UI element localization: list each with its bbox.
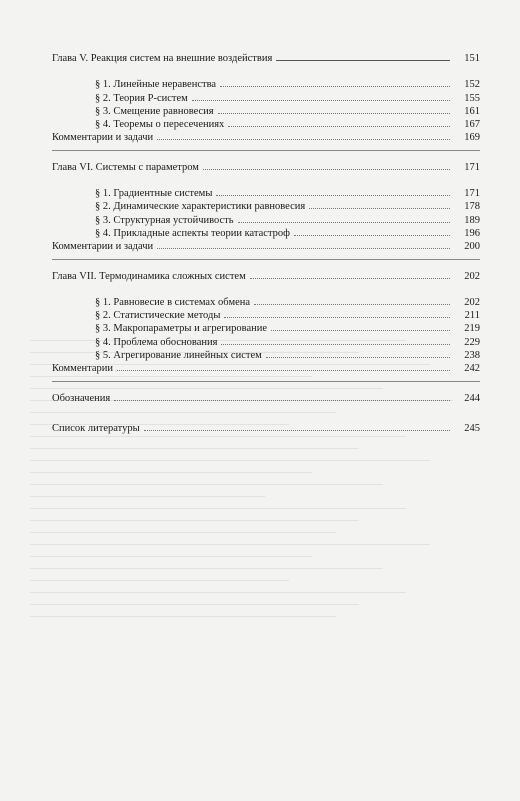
- section-title: § 4. Проблема обоснования: [95, 336, 218, 348]
- references-title: Список литературы: [52, 422, 140, 434]
- notation-entry: [52, 392, 480, 405]
- leader-dots: [157, 248, 450, 249]
- leader-dots: [271, 330, 450, 331]
- section-entry: [52, 227, 480, 240]
- section-title: § 2. Статистические методы: [95, 310, 221, 322]
- page-number: 242: [464, 363, 480, 375]
- leader-dots: [309, 208, 450, 209]
- leader-dots: [224, 317, 450, 318]
- leader-dots: [266, 357, 450, 358]
- page-number: 219: [464, 323, 480, 335]
- section-entry: [52, 118, 480, 131]
- page-number: 245: [464, 422, 480, 434]
- comments-entry: [52, 362, 480, 375]
- section-entry: [52, 349, 480, 362]
- divider: [52, 259, 480, 260]
- leader-dots: [228, 126, 450, 127]
- page-number: 169: [464, 132, 480, 144]
- page-number: 161: [464, 105, 480, 117]
- section-title: § 3. Макропараметры и агрегирование: [95, 323, 268, 335]
- divider: [52, 381, 480, 382]
- section-title: § 1. Градиентные системы: [95, 188, 213, 200]
- section-title: § 4. Прикладные аспекты теории катастроф: [95, 227, 290, 239]
- page-number: 171: [464, 161, 480, 173]
- section-title: § 1. Линейные неравенства: [95, 79, 217, 91]
- section-title: § 4. Теоремы о пересечениях: [95, 119, 225, 131]
- page-number: 238: [464, 350, 480, 362]
- leader-dots: [238, 222, 450, 223]
- leader-dots: [294, 235, 450, 236]
- page-number: 152: [464, 79, 480, 91]
- section-entry: [52, 336, 480, 349]
- comments-title: Комментарии и задачи: [52, 241, 154, 253]
- leader-dots: [220, 86, 450, 87]
- section-title: § 1. Равновесие в системах обмена: [95, 296, 251, 308]
- page-number: 229: [464, 336, 480, 348]
- page-number: 211: [464, 310, 480, 322]
- leader-dots: [216, 195, 450, 196]
- section-entry: [52, 309, 480, 322]
- page-number: 178: [464, 201, 480, 213]
- section-entry: [52, 105, 480, 118]
- table-of-contents: [52, 52, 480, 435]
- chapter-title: Глава VI. Системы с параметром: [52, 161, 199, 173]
- page-number: 171: [464, 188, 480, 200]
- page-number: 200: [464, 241, 480, 253]
- section-entry: [52, 187, 480, 200]
- section-title: § 5. Агрегирование линейных систем: [95, 350, 262, 362]
- leader-dots: [114, 400, 450, 401]
- section-entry: [52, 214, 480, 227]
- leader-dots: [221, 344, 450, 345]
- leader-dots: [250, 278, 450, 279]
- comments-entry: [52, 131, 480, 144]
- comments-title: Комментарии и задачи: [52, 132, 154, 144]
- comments-title: Комментарии: [52, 363, 113, 375]
- page-number: 167: [464, 119, 480, 131]
- page-number: 196: [464, 227, 480, 239]
- section-entry: [52, 92, 480, 105]
- leader-dots: [144, 430, 450, 431]
- references-entry: [52, 422, 480, 435]
- leader-dots: [117, 370, 450, 371]
- notation-title: Обозначения: [52, 392, 111, 404]
- comments-entry: [52, 240, 480, 253]
- section-entry: [52, 296, 480, 309]
- chapter-title: Глава VII. Термодинамика сложных систем: [52, 270, 246, 282]
- page-number: 155: [464, 92, 480, 104]
- leader-dots: [157, 139, 450, 140]
- page-number: 151: [464, 53, 480, 64]
- leader-dots: [192, 100, 450, 101]
- chapter-title: Глава V. Реакция систем на внешние воздействия: [52, 53, 273, 64]
- chapter-5-entry: [52, 52, 480, 65]
- section-entry: [52, 200, 480, 213]
- page-number: 244: [464, 392, 480, 404]
- page-number: 189: [464, 214, 480, 226]
- section-title: § 2. Теория Р-систем: [95, 92, 188, 104]
- section-title: § 3. Структурная устойчивость: [95, 214, 234, 226]
- section-entry: [52, 78, 480, 91]
- chapter-7-entry: [52, 270, 480, 283]
- page-number: 202: [464, 296, 480, 308]
- section-title: § 2. Динамические характеристики равновесия: [95, 201, 306, 213]
- section-title: § 3. Смещение равновесия: [95, 105, 214, 117]
- leader-dots: [203, 169, 450, 170]
- leader-rule: [276, 60, 450, 61]
- page-number: 202: [464, 270, 480, 282]
- leader-dots: [218, 113, 450, 114]
- section-entry: [52, 322, 480, 335]
- divider: [52, 150, 480, 151]
- chapter-6-entry: [52, 161, 480, 174]
- leader-dots: [254, 304, 450, 305]
